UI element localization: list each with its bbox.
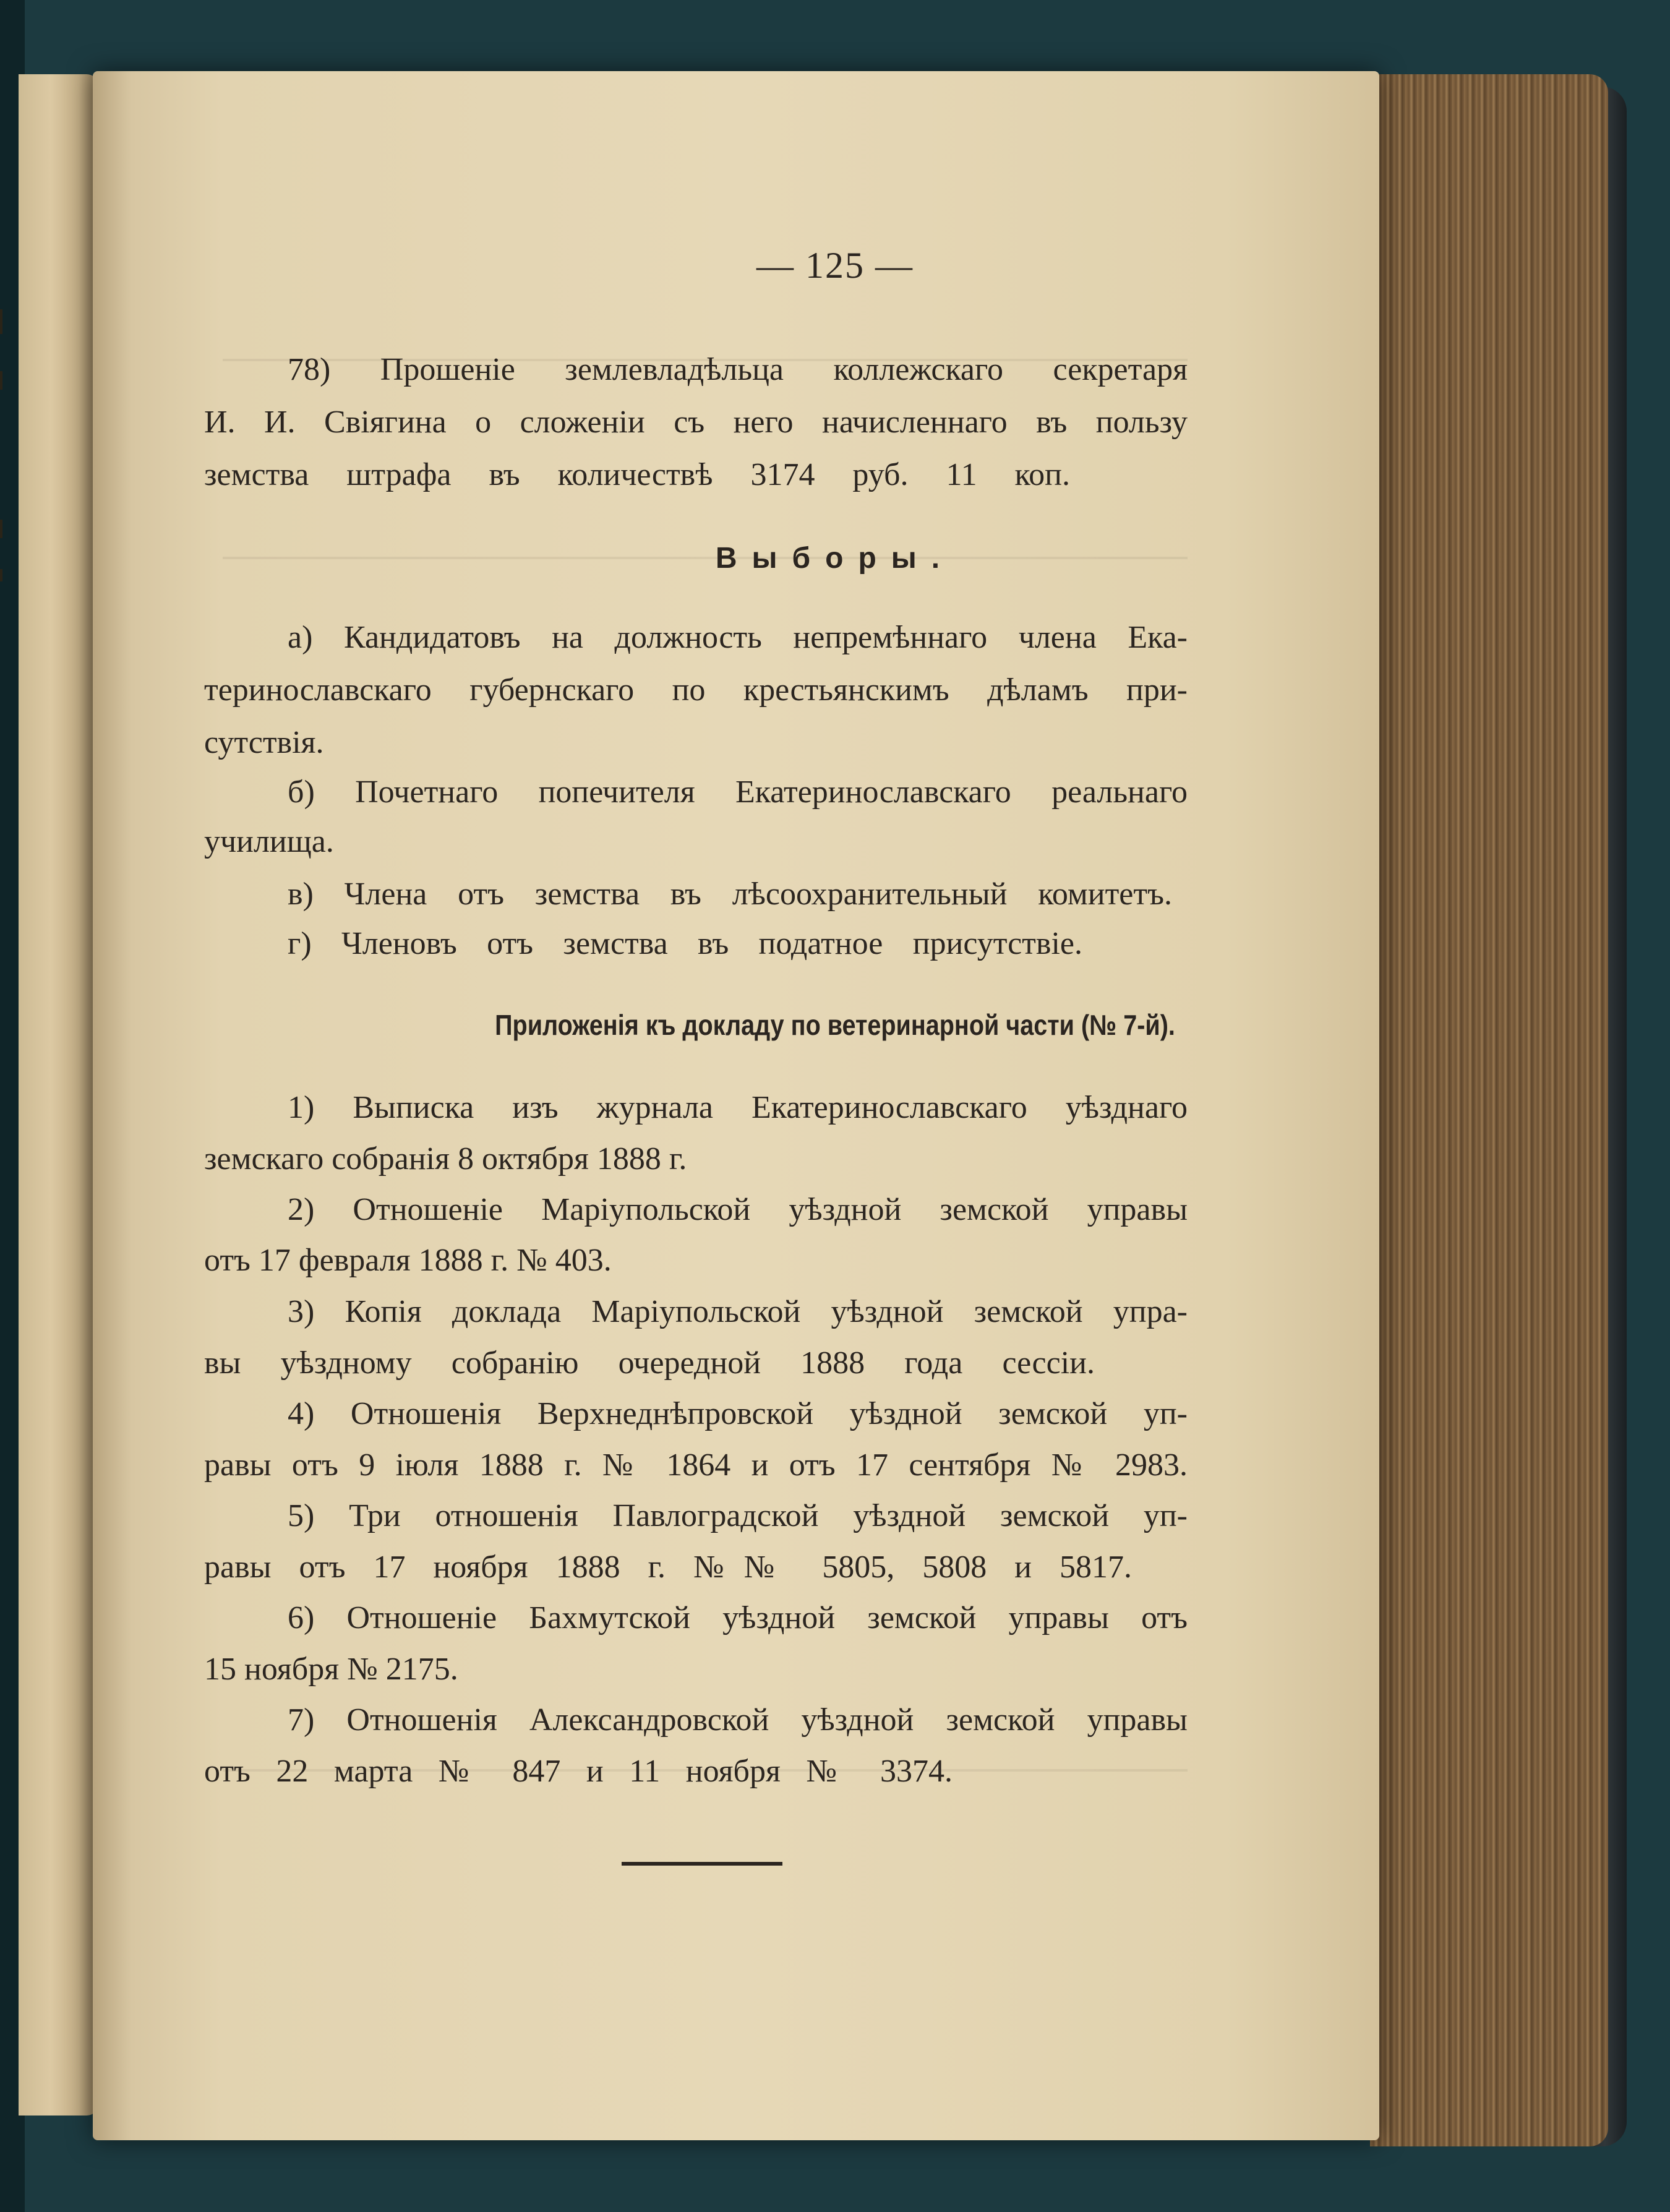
section-heading-elections: Выборы.: [715, 542, 955, 575]
text-line: 2) Отношеніе Маріупольской уѣздной земской управы: [288, 1192, 1188, 1227]
text-line: 1) Выписка изъ журнала Екатеринославскаго уѣзднаго: [288, 1090, 1188, 1125]
text-line: земства штрафа въ количествѣ 3174 руб. 11 коп.: [204, 457, 1070, 492]
text-line: теринославскаго губернскаго по крестьянскимъ дѣламъ при-: [204, 672, 1188, 708]
text-line: равы отъ 9 іюля 1888 г. № 1864 и отъ 17 сентября № 2983.: [204, 1447, 1188, 1483]
text-line: 5) Три отношенія Павлоградской уѣздной земской уп-: [288, 1498, 1188, 1533]
text-line: отъ 22 марта № 847 и 11 ноября № 3374.: [204, 1754, 953, 1789]
section-heading-appendix: Приложенія къ докладу по ветеринарной части (№ 7-й).: [495, 1009, 1175, 1041]
text-line: а) Кандидатовъ на должность непремѣннаго члена Ека-: [288, 620, 1188, 655]
text-line: отъ 17 февраля 1888 г. № 403.: [204, 1243, 612, 1278]
closing-rule: [622, 1862, 782, 1866]
text-line: б) Почетнаго попечителя Екатеринославскаго реальнаго: [288, 774, 1188, 810]
text-line: вы уѣздному собранію очередной 1888 года сессіи.: [204, 1345, 1095, 1381]
text-line: И. И. Свіягина о сложеніи съ него начисленнаго въ пользу: [204, 405, 1188, 440]
text-line: равы отъ 17 ноября 1888 г. №№ 5805, 5808 и 5817.: [204, 1550, 1132, 1585]
text-line: 15 ноября № 2175.: [204, 1652, 458, 1687]
text-line: земскаго собранія 8 октября 1888 г.: [204, 1141, 687, 1177]
text-line: в) Члена отъ земства въ лѣсоохранительный комитетъ.: [288, 877, 1172, 912]
text-line: 78) Прошеніе землевладѣльца коллежскаго секретаря: [288, 352, 1188, 387]
text-line: г) Членовъ отъ земства въ податное присутствіе.: [288, 926, 1082, 961]
text-line: сутствія.: [204, 725, 324, 760]
page-number: — 125 —: [756, 245, 914, 286]
text-line: 3) Копія доклада Маріупольской уѣздной земской упра-: [288, 1294, 1188, 1329]
previous-page-edge: [19, 74, 99, 2116]
text-line: училища.: [204, 824, 334, 859]
text-line: 4) Отношенія Верхнеднѣпровской уѣздной земской уп-: [288, 1396, 1188, 1431]
page-block-edge: [1370, 74, 1608, 2146]
text-line: 6) Отношеніе Бахмутской уѣздной земской управы отъ: [288, 1600, 1188, 1635]
text-line: 7) Отношенія Александровской уѣздной земской управы: [288, 1702, 1188, 1738]
